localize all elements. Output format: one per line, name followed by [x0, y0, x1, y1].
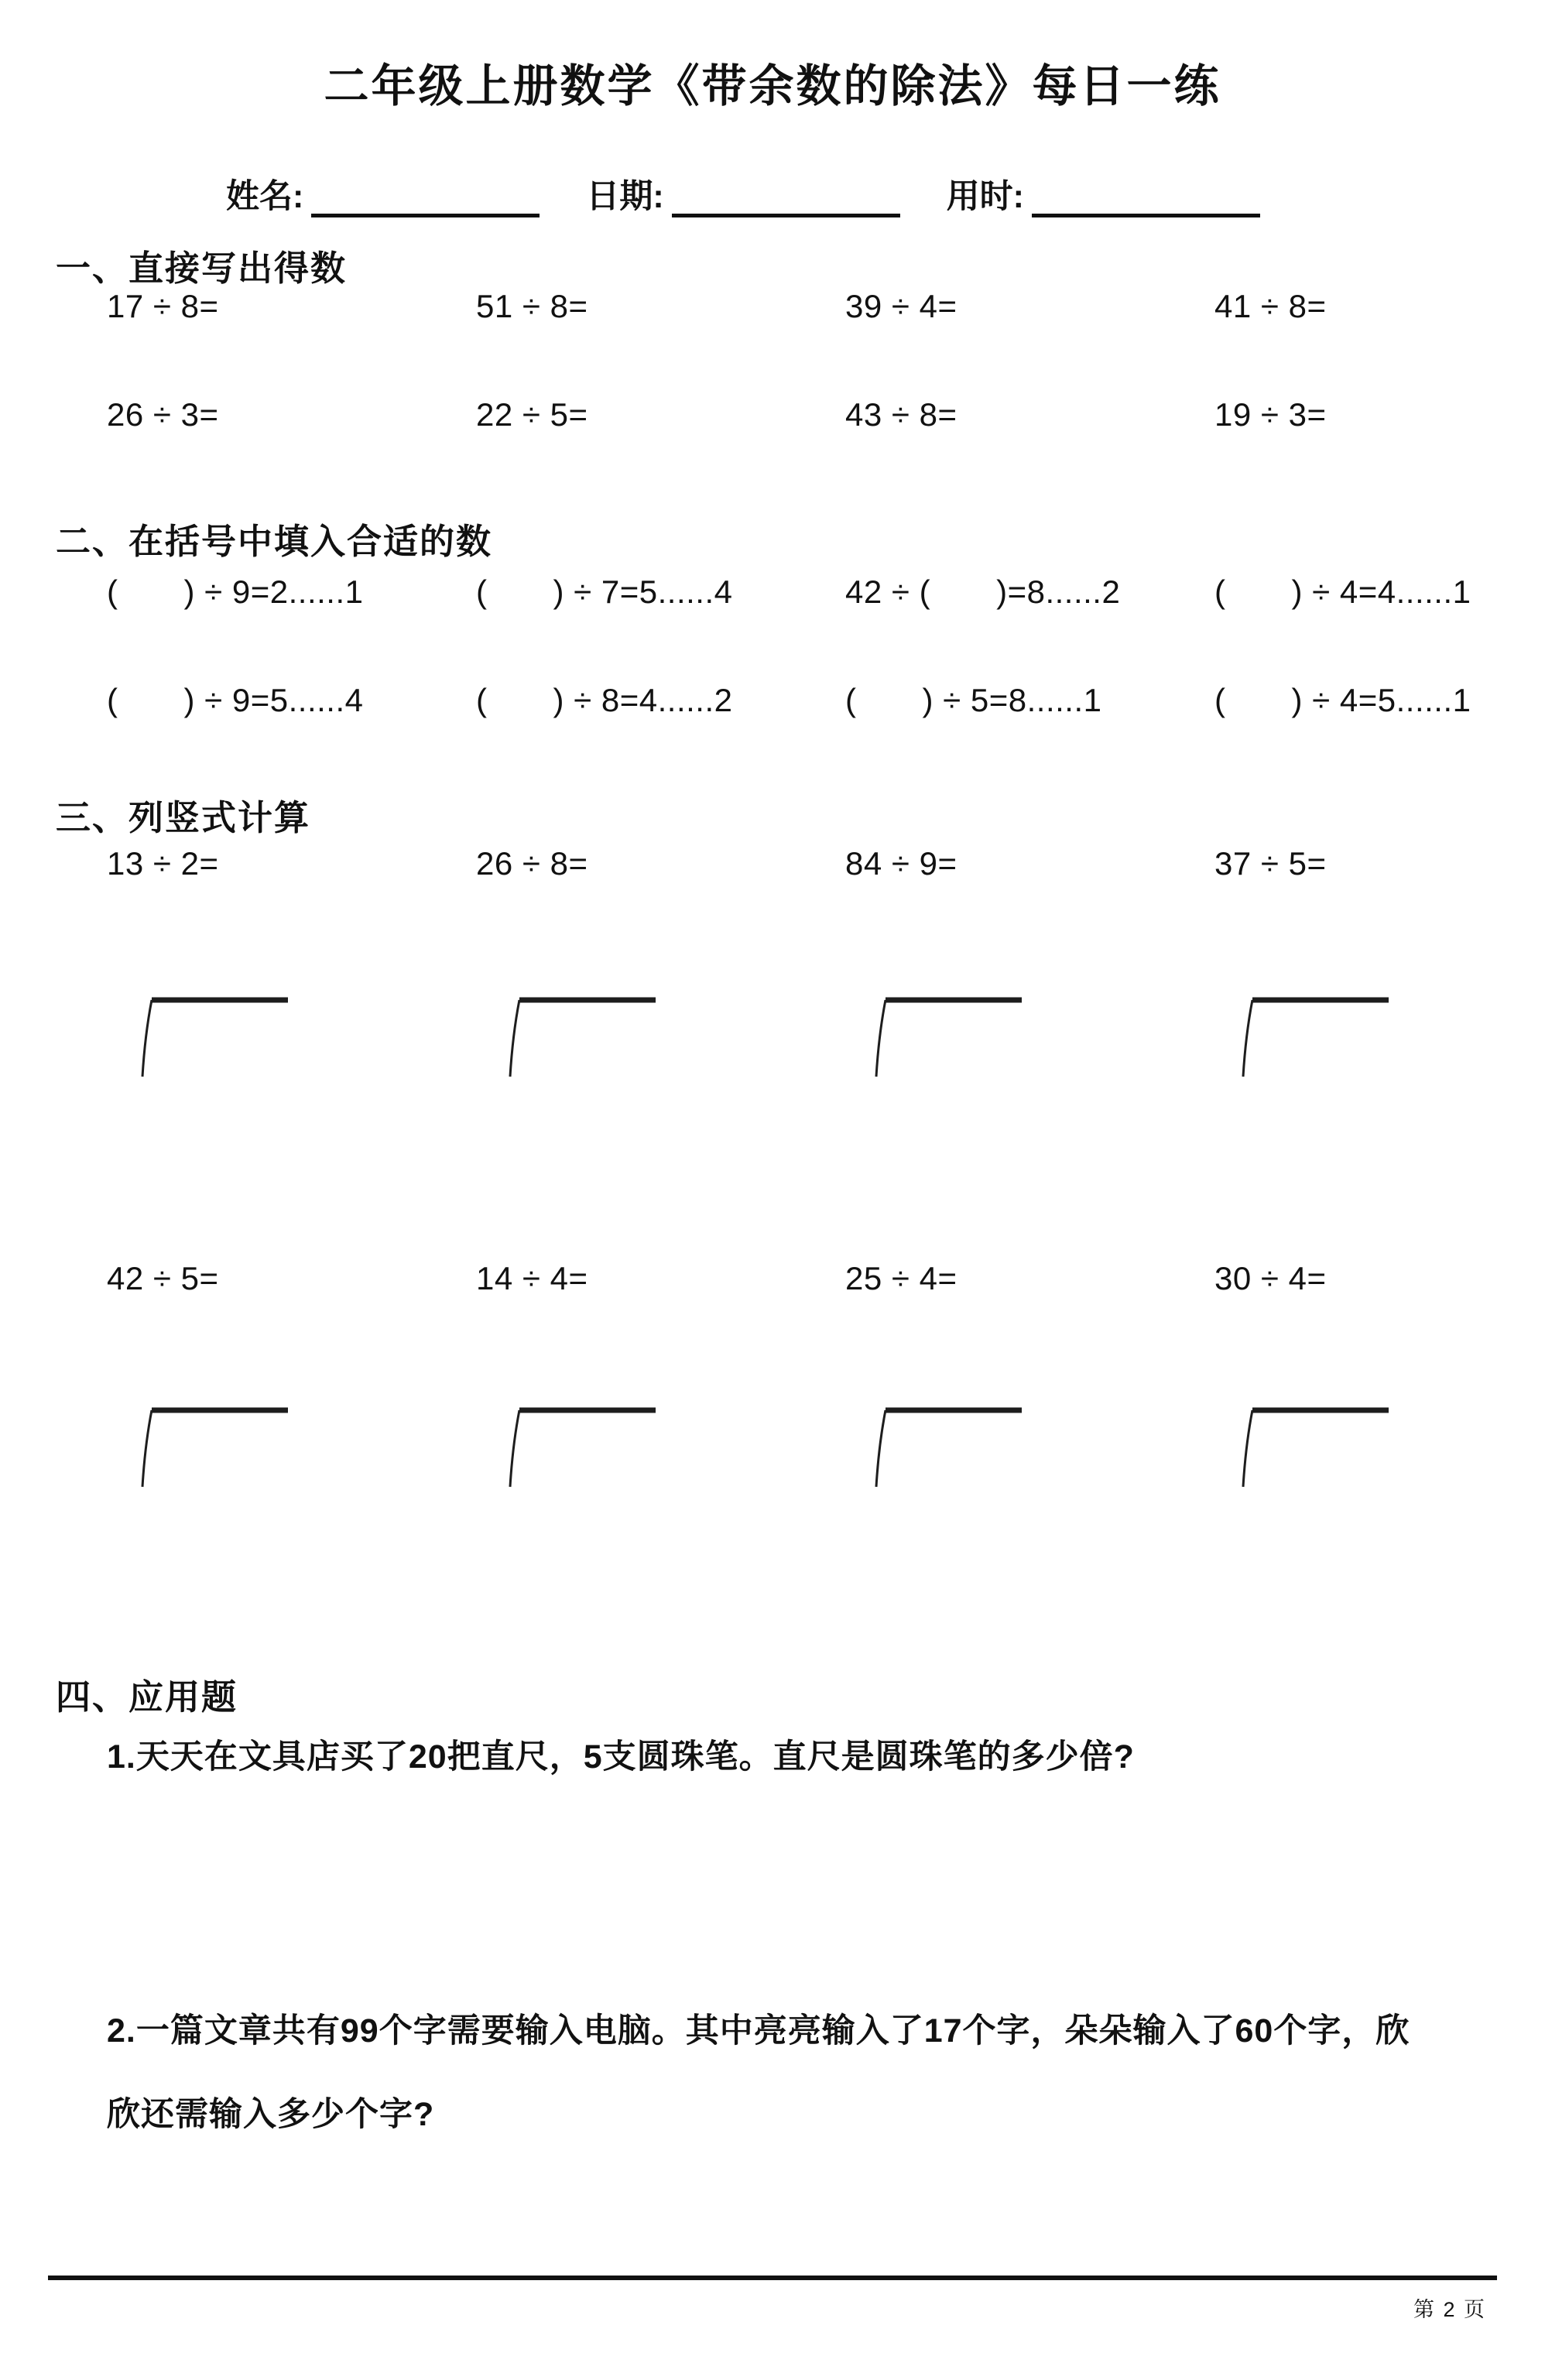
long-division-bracket: [875, 1407, 1026, 1488]
oral-calc-row-2: [107, 396, 1545, 433]
word-problem-2-line-2: 欣还需输入多少个字?: [107, 2096, 435, 2133]
date-label: 日期:: [586, 178, 664, 215]
math-problem: 30 ÷ 4=: [1214, 1260, 1327, 1296]
student-info-line: [226, 170, 1260, 217]
math-problem: ( ) ÷ 9=2......1: [107, 574, 364, 610]
section-1-heading: 一、直接写出得数: [56, 248, 348, 288]
math-problem: ( ) ÷ 8=4......2: [476, 682, 733, 718]
page-title: 二年级上册数学《带余数的除法》每日一练: [324, 61, 1221, 111]
fill-blank-row-2: [107, 675, 1545, 721]
math-problem: 22 ÷ 5=: [476, 396, 588, 433]
long-division-bracket: [141, 997, 292, 1078]
math-problem: 42 ÷ 5=: [107, 1260, 219, 1296]
long-division-bracket: [509, 997, 659, 1078]
math-problem: 14 ÷ 4=: [476, 1260, 588, 1296]
fill-blank-row-1: [107, 567, 1545, 613]
math-problem: 43 ÷ 8=: [845, 396, 957, 433]
math-problem: ( ) ÷ 4=5......1: [1214, 682, 1471, 718]
oral-calc-row-1: [107, 288, 1545, 325]
math-problem: ( ) ÷ 9=5......4: [107, 682, 364, 718]
time-label: 用时:: [946, 178, 1024, 215]
math-problem: 42 ÷ ( )=8......2: [845, 574, 1121, 610]
math-problem: ( ) ÷ 5=8......1: [845, 682, 1102, 718]
name-blank-field: [311, 180, 540, 217]
time-blank-field: [1032, 180, 1260, 217]
footer-divider: [48, 2276, 1497, 2280]
word-problem-1: 1.天天在文具店买了20把直尺，5支圆珠笔。直尺是圆珠笔的多少倍?: [107, 1738, 1135, 1776]
long-division-bracket: [509, 1407, 659, 1488]
math-problem: 26 ÷ 3=: [107, 396, 219, 433]
name-label: 姓名:: [226, 178, 304, 215]
long-division-bracket: [1242, 1407, 1393, 1488]
math-problem: 19 ÷ 3=: [1214, 396, 1327, 433]
date-blank-field: [672, 180, 900, 217]
math-problem: 37 ÷ 5=: [1214, 845, 1327, 882]
long-division-bracket: [1242, 997, 1393, 1078]
math-problem: 17 ÷ 8=: [107, 288, 219, 324]
written-calc-row-2: [107, 1260, 1545, 1297]
section-2-heading: 二、在括号中填入合适的数: [56, 522, 493, 561]
math-problem: 26 ÷ 8=: [476, 845, 588, 882]
section-4-heading: 四、应用题: [56, 1677, 238, 1717]
section-3-heading: 三、列竖式计算: [56, 798, 311, 837]
written-calc-row-1: [107, 845, 1545, 882]
long-division-bracket: [875, 997, 1026, 1078]
math-problem: 41 ÷ 8=: [1214, 288, 1327, 324]
math-problem: 13 ÷ 2=: [107, 845, 219, 882]
math-problem: 25 ÷ 4=: [845, 1260, 957, 1296]
math-problem: 39 ÷ 4=: [845, 288, 957, 324]
math-problem: 84 ÷ 9=: [845, 845, 957, 882]
math-problem: ( ) ÷ 4=4......1: [1214, 574, 1471, 610]
math-problem: ( ) ÷ 7=5......4: [476, 574, 733, 610]
long-division-bracket: [141, 1407, 292, 1488]
page-number: 第 2 页: [1413, 2298, 1486, 2321]
word-problem-2-line-1: 2.一篇文章共有99个字需要输入电脑。其中亮亮输入了17个字，朵朵输入了60个字，欣: [107, 2012, 1410, 2050]
math-problem: 51 ÷ 8=: [476, 288, 588, 324]
